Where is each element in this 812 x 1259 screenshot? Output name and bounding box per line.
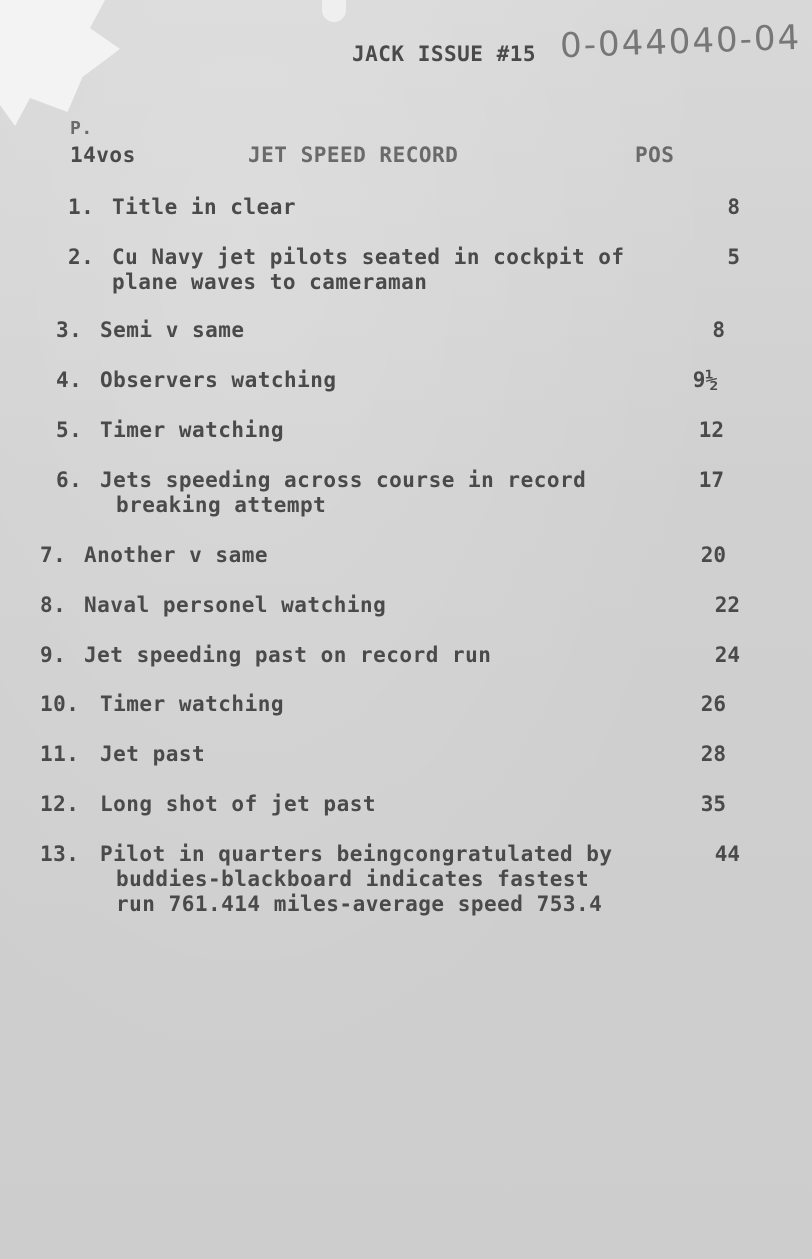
item-text: buddies-blackboard indicates fastest	[116, 867, 590, 891]
item-number: 13.	[40, 842, 80, 866]
item-text: Observers watching	[100, 368, 337, 392]
item-number: 9.	[40, 643, 67, 667]
item-text: breaking attempt	[116, 493, 327, 517]
item-text: Jet past	[100, 742, 206, 766]
item-number: 12.	[40, 792, 80, 816]
handwritten-number: 0-044040-04	[559, 17, 802, 67]
item-number: 2.	[68, 245, 95, 269]
item-pos: 22	[714, 593, 740, 617]
item-pos: 17	[698, 468, 724, 492]
item-pos: 35	[700, 792, 726, 816]
item-text: Another v same	[84, 543, 269, 567]
item-text: Naval personel watching	[84, 593, 387, 617]
item-pos: 8	[727, 195, 740, 219]
item-number: 3.	[56, 318, 83, 342]
item-number: 1.	[68, 195, 95, 219]
page-mark: P.	[70, 118, 93, 139]
doc-title: JET SPEED RECORD	[248, 143, 459, 167]
item-text: Pilot in quarters beingcongratulated by	[100, 842, 613, 866]
issue-heading: JACK ISSUE #15	[352, 42, 537, 66]
punch-hole	[322, 0, 346, 22]
item-pos: 5	[727, 245, 740, 269]
item-text: Cu Navy jet pilots seated in cockpit of	[112, 245, 625, 269]
item-pos: 28	[700, 742, 726, 766]
item-pos: 9½	[692, 368, 718, 392]
item-text: Semi v same	[100, 318, 245, 342]
pos-column-label: POS	[635, 143, 675, 167]
item-number: 7.	[40, 543, 67, 567]
item-text: Timer watching	[100, 418, 285, 442]
item-number: 6.	[56, 468, 83, 492]
item-pos: 44	[714, 842, 740, 866]
item-pos: 24	[714, 643, 740, 667]
item-pos: 20	[700, 543, 726, 567]
item-text: Timer watching	[100, 692, 285, 716]
item-text: plane waves to cameraman	[112, 270, 428, 294]
item-text: Jet speeding past on record run	[84, 643, 492, 667]
item-text: Long shot of jet past	[100, 792, 377, 816]
item-pos: 12	[698, 418, 724, 442]
item-text: run 761.414 miles-average speed 753.4	[116, 892, 603, 916]
item-pos: 26	[700, 692, 726, 716]
item-text: Jets speeding across course in record	[100, 468, 587, 492]
item-number: 10.	[40, 692, 80, 716]
item-number: 5.	[56, 418, 83, 442]
item-text: Title in clear	[112, 195, 297, 219]
item-number: 11.	[40, 742, 80, 766]
item-number: 8.	[40, 593, 67, 617]
item-pos: 8	[712, 318, 725, 342]
doc-code: 14vos	[70, 143, 136, 167]
item-number: 4.	[56, 368, 83, 392]
